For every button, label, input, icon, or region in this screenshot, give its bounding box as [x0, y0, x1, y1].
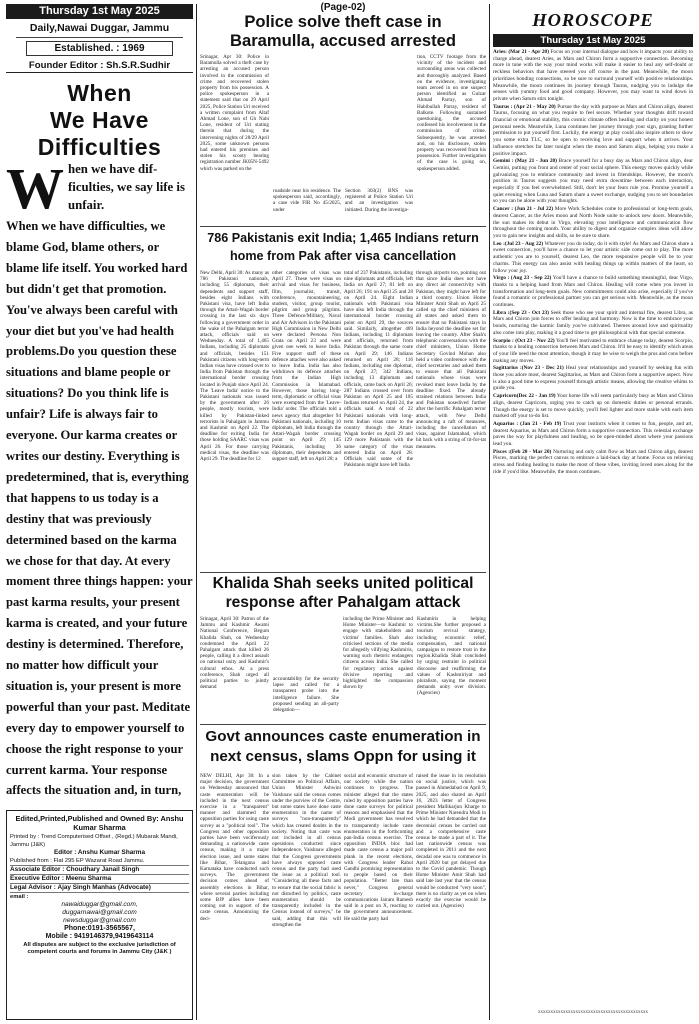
story2-col3: total of 237 Pakistanis, including nine diplomats and officials, left India on April 27; 81 left on April 26; 191 on April 25 and 28 on April 24. Eight Indian nationals with Pakistani visa have also left India through the international border crossing point on April 29, the sources said. Similarly, altogether 469 Indians, including 11 diplomats and officials, returned from Pakistan through the same route on April 29; 146 Indians returned on April 28; 116 Indians, including one diplomat, on April 27; 342 Indians, including 13 diplomats and officials, came back on April 26; 287 Indians crossed over from Pakistan on April 25 and 105 Indians returned on April 24, the officials said. A total of 22 Pakistani nationals with long-term Indian visas came to the country through the Attari-Wagah border on April 29 and 129 more Pakistanis with the same category of the visas entered India on April 28. Officials said some of the Pakistanis might have left India — [344, 270, 413, 469]
story2-col1: New Delhi, April 30: As many as 786 Pakistani nationals, including 55 diplomats, their dependents and support staff, besides eight Indians with Pakistani visa, have left India through the Attari-Wagah border crossing in the last six days following a government order in the wake of the Pahalgam terror attack, officials said on Wednesday. A total of 1,465 Indians, including 25 diplomats and officials, besides 151 Pakistani citizens with long-term Indian visas have crossed over to India from Pakistan through the international border crossing located in Punjab since April 24. The 'Leave India' notice to the Pakistani nationals was issued by the government after 26 people, mostly tourists, were killed by Pakistan-linked terrorists in Pahalgam in Jammu and Kashmir on April 22. The deadline for exiting India for those holding SAARC visas was April 26. For those carrying medical visas, the deadline was April 29. The deadline for 12 — [200, 270, 269, 463]
horoscope-sign: Capricorn(Dec 22 - Jan 19) — [493, 393, 556, 400]
horoscope-title: HOROSCOPE — [532, 10, 654, 30]
horoscope-text: Focus on your internal dialogue and how it impacts your ability to charge ahead, dearest Aries, as Mars and Chiron form a supportive connection. Becoming more in tune with the way your mind works will make it easier to heal any self-doubt or reckless behaviors that have steered you off course in the past. Meanwhile, the moon prioritizes bonding connections, so be sure to surround yourself with positive relationships. Meanwhile, the moon continues its journey through Taurus, nudging you to indulge the senses with yummy food and good company. However, you may want to wind down in private when Saturn stirs tonight. — [493, 49, 693, 102]
story2-col2: other categories of visas was April 27. These were visas on arrival and visas for business, film, journalist, transit, conference, mountaineering, student, visitor, group tourist, pilgrim and group pilgrims. Three Defence/Military, Naval and Air Advisors in the Pakistani High Commission in New Delhi were declared Persona Non Grata on April 23 and were given one week to leave India. Five support staff of these defence attaches were also asked to leave India. India has also withdrawn its defence attaches from the Indian High Commission in Islamabad. However, those having long-term, diplomatic or official visas were exempted from the 'Leave-India' order. The officials told a news agency that altogether 94 Pakistani nationals, including 10 diplomats, left India through the Attari-Wagah border crossing point on April 29; 145 Pakistanis, including 36 diplomats, their dependents and support staff, left on April 28; a — [272, 270, 341, 463]
imprint-printed-by: Printed by : Trend Computerised Offset , (Regd.) Mubarak Mandi, Jammu (J&K) — [10, 834, 178, 848]
imprint-mobile: Mobile : 9419146379,9419643114 — [45, 933, 154, 940]
horoscope-entry — [493, 49, 693, 103]
horoscope-text: You'll feel motivated to embrace change today, dearest Scorpio, thanks to a healing connection between Mars and Chiron. It'll be easy to identify which areas of your life need the most attention, though it may be wise to weigh the pros and cons before making any moves. — [493, 337, 693, 364]
horoscope-sign: Virgo : (Aug 23 - Sep 22) — [493, 275, 552, 282]
horoscope-date: Thursday 1st May 2025 — [493, 34, 693, 47]
story3-headline: Khalida Shah seeks united political response after Pahalgam attack — [212, 575, 474, 611]
story1-col2: roadside near his residence. The spokesperson said, accordingly, a case vide FIR No 45/2025, under — [273, 188, 341, 213]
imprint-email-label: email : — [10, 894, 29, 900]
horoscope-sign: Scorpio : (Oct 23 - Nov 22) — [493, 337, 555, 344]
editorial-body: When we have difficulties, we blame God, blame others, or blame life itself. You worked hard but didn't get that promotion. You've always been careful with your diet but you've had health problems.Do you question these situations and blame people or situations? Do you think life is unfair? Life is always fair to everyone. Our karma creates or writes our destiny. Everything is predetermined, that is, everything that happens to us today is a destiny that was previously determined based on the karma we chose for that day. At every moment three things happen: your past karma results, your present karma is created, and your future destiny is determined. Therefore, no matter how difficult your situation is, your present is more powerful than your past. Meditate every day to empower yourself to choose the right response to your current karma. Your response affects the situation and, in turn, — [6, 219, 193, 798]
imprint-box — [6, 810, 193, 1020]
horoscope-entry — [493, 241, 693, 275]
horoscope-text: Heal your relationships and yourself by seeking fun with those you adore most, dearest Sagittarius, as Mars and Chiron form a supportive aspect. Now is also a good time to express yourself through artistic means, allowing the creative whims to guide you. — [493, 365, 693, 392]
horoscope-end-marks: xxxxxxxxxxxxxxxxxxxxxxxxxxxxxxxxxxxxxxxxxxxx — [538, 1010, 648, 1015]
founder-label: Founder Editor : Sh.S.R.Sudhir — [28, 60, 171, 71]
imprint-editor: Editor : Anshu Kumar Sharma — [53, 849, 146, 856]
imprint-disclaimer: All disputes are subject to the exclusive jurisdiction of competent courts and forums in Jammu City (J&K ) — [23, 942, 176, 956]
story4-col3: social and economic structure of our society while the nation continues to progress. The minister alleged that the states ruled by opposition parties have done caste surveys for political reasons and emphasised that the Modi government has resolved to transparently include caste enumeration in the forthcoming pan-India census exercise. The opposition INDIA bloc had made caste census a major poll plank in the recent elections, with Congress leader Rahul Gandhi promising representation to people based on their population. "Better late than never," Congress general secretary in-charge communications Jairam Ramesh said in a post on X, reacting to the government announcement. He said the party had — [344, 773, 413, 922]
story3-photo — [273, 616, 339, 674]
horoscope-entry — [493, 104, 693, 158]
imprint-legal-advisor: Legal Advisor : Ajay Singh Manhas (Advocate) — [10, 884, 189, 893]
story2-headline: 786 Pakistanis exit India; 1,465 Indians return home from Pak after visa cancellation — [207, 231, 479, 263]
editorial — [6, 78, 193, 806]
horoscope-text: Trust your instincts when it comes to fun, people, and art, dearest Aquarius, as Mars and Chiron form a supportive connection. This celestial exchange paves the way for playfulness and healing, so be open-minded about where your passions lead you. — [493, 420, 693, 448]
editorial-title-line1: When — [67, 80, 132, 106]
masthead — [6, 4, 193, 88]
editorial-lead: hen we have dif- ficulties, we say life is unfair. — [68, 162, 185, 212]
story4-col2: sion taken by the Cabinet Committee on Political Affairs, Union Minister Ashwini Vaishnaw said the census comes under the purview of the Centre, but some states have done caste enumeration in the name of surveys "non-transparently" which has created doubts in the society. Noting that caste was not included in all census operations conducted since Independence, Vaishnaw alleged that the Congress governments have always opposed caste census and the party had used the issue as a political tool. "Considering all these facts and to ensure that the social fabric is not disturbed by politics, caste enumeration should be transparently included in the Census instead of surveys," he said, adding that this will strengthen the — [272, 773, 341, 928]
imprint-email3[interactable]: newsduggar@gmail.com — [63, 917, 136, 924]
horoscope-sign: Aquarius : (Jan 21 - Feb 19) — [493, 420, 562, 427]
story1-headline: Police solve theft case in Baramulla, accused arrested — [230, 12, 456, 50]
horoscope-text: More Work Schedules come to professional or long-term goals, dearest Cancer, as the Aries moon and North Node unite to unlock new doors. Meanwhile, the sun makes its debut in Virgo, elevating your intelligence and communication flow throughout the coming month. Your ability to digest and organize complex ideas will allow you to gain new insights and skills, so be sure to share. — [493, 206, 693, 239]
horoscope-entry — [493, 393, 693, 420]
imprint-email1[interactable]: nawaiduggar@gmail.com, — [61, 901, 138, 908]
story2-col4: through airports too, pointing out that since India does not have any direct air connectivity with Pakistan, they might have left for a third country. Union Home Minister Amit Shah on April 25 called up the chief ministers of all states and asked them to ensure that no Pakistani stays in India beyond the deadline set for leaving the country. After Shah's telephonic conversations with the chief ministers, Union Home Secretary Govind Mohan also held a video conference with the chief secretaries and asked them to ensure that all Pakistani nationals whose visas were revoked must leave India by the deadline fixed. The already strained relations between India and Pakistan nosedived further after the horrific Pahalgam terror attack, with New Delhi announcing a raft of measures, including the cancellation of visas, against Islamabad, which hit back with a string of tit-for-tat measures. — [416, 270, 486, 450]
horoscope-entry — [493, 275, 693, 309]
imprint-associate-editor: Associate Editor : Choudhary Janail Singh — [10, 866, 189, 875]
horoscope-text: You'll have a chance to build something meaningful, dear Virgo, thanks to a helping hand from Mars and Chiron. Healing will come when you invest in transformation and long-term goals. New commitments could also arise, especially if you've found a romantic or professional partner you can get serious with. Meanwhile, as the moon continues. — [493, 275, 693, 309]
horoscope-entry — [493, 158, 693, 205]
horoscope-text: Seek those who see your spirit and internal fire, dearest Libra, as Mars and Chiron join forces to offer healing and harmony. Now is the time to embrace your bonds, nurturing the karmic family you've cultivated. Themes around love and spirituality also come into play, making it a good time to get philosophical with that special someone. — [493, 309, 693, 336]
horoscope-entry — [493, 310, 693, 337]
story3-col3: including the Prime Minister and Home Minister—to Kashmir to engage with stakeholders and victims' families. Shah also criticised sections of the media for allegedly vilifying Kashmiris, warning such rhetoric endangers citizens across India. She called for regulatory action against divisive reporting and highlighted the compassion shown by — [343, 616, 413, 691]
imprint-phone: Phone:0191-3565567, — [64, 925, 135, 932]
story1-col4: tion, CCTV footage from the vicinity of the incident and surrounding areas was collected and thoroughly analyzed. Based on the evidence, investigating team zeroed in on one suspect person identified as Gulzar Ahmad Parray, son of Habibullah Parray, resident of Balkote. Following sustained questioning, the accused confessed his involvement in the commission of crime. Subsequently, he was arrested and, on his disclosure, stolen property was recovered from his possession. Further investigation of the case is going on, spokesperson added. — [417, 54, 486, 172]
horoscope-text: Brace yourself for a busy day as Mars and Chiron align, dear Gemini, putting you front and center of your social sphere. This energy moves quickly while galvanizing you to embrace community and invest in friendships. However, the moon's position in Taurus suggests you may need extra downtime between each interaction, especially if you feel overwhelmed. Still, don't let your fears rule you. Promise yourself a quiet evening when Luna and Saturn share a sweet exchange, nudging you to set boundaries so you can be alone with your thoughts. — [493, 158, 693, 205]
horoscope-text: Pursue the day with purpose as Mars and Chiron align, dearest Taurus, focusing on what you require to feel secure. Whether your thoughts drift toward financial or emotional stability, this cosmic climate offers healing and clarity on your honest personal needs. Meanwhile, Luna continues her journey through your sign, granting further permission to put yourself first. Luckily, the energy at play could also inspire others to show you some extra TLC, so be open to receiving love and support when it arrives. Your influence stretches far later tonight when the moon and Saturn align, helping you make a positive impact. — [493, 103, 693, 157]
horoscope-sign: Taurus : (Apr 21 - May 20) — [493, 103, 556, 110]
horoscope-sign: Pisces :(Feb 20 - Mar 20) — [493, 448, 552, 455]
horoscope-sign: Leo :(Jul 23 - Aug 22) — [493, 240, 544, 247]
story1-col3: Section 303(2) BNS was registered at Police Station Uri and an investigation was initiated. During the investiga- — [345, 188, 413, 213]
horoscope-sign: Libra :(Sep 23 - Oct 23) — [493, 309, 549, 316]
horoscope-text: Whatever you do today, do it with style! As Mars and Chiron share a sweet connection, you'll have a chance to let your artistic side come out to play. The more authentic you are to yourself, dearest Leo, the more responsive people will be to your charms. This energy can also assist with healing things up within matters of the heart, so follow your joy. — [493, 240, 693, 274]
editorial-drop-cap: W — [6, 156, 64, 221]
paper-name: Daily,Nawai Duggar, Jammu — [29, 22, 170, 34]
horoscope-entry — [493, 338, 693, 365]
story3-col4: Kashmiris in helping victims.She further proposed a tourism revival strategy, including economic relief, compensation, and national campaigns to restore trust in the region.Khalida Shah concluded by urging restraint in political discourse and reaffirming the values of Kashmiriyat and pluralism, saying the moment demands unity over division. (Agencies) — [417, 616, 486, 697]
story1-col1: Srinagar, Apr 30: Police in Baramulla solved a theft case by arresting an accused person involved in the commission of crime and recovered stolen property from his possession. A police spokesperson in a statement said that on 29 April 2025, Police Station Uri received a written complaint from Altaf Ahmad Lone, son of Gh Nabi Lone, resident of Uri stating therein that during the intervening nights of 28/29 April 2025, some unknown persons had entered his premises and stolen his scooty bearing registration number JK05N-5492 which was parked on the — [200, 54, 269, 172]
imprint-published-from: Published from : Flat 295 EP Wazarat Road Jammu. — [10, 857, 189, 866]
story3-col1: Srinagar, April 30: Patron of the Jammu and Kashmir Awami National Conference, Begum Khalida Shah, on Wednesday condemned the April 22 Pahalgam attack that killed 26 people, calling it a direct assault on national unity and Kashmir's cultural ethos. At a press conference, Shah urged all political parties to jointly demand — [200, 616, 269, 691]
page-label: (Page-02) — [320, 2, 366, 13]
masthead-date: Thursday 1st May 2025 — [6, 4, 193, 19]
imprint-email2[interactable]: duggarnawai@gmail.com — [62, 909, 137, 916]
imprint-executive-editor: Executive Editor : Meenu Sharma — [10, 875, 189, 884]
horoscope-entry — [493, 206, 693, 240]
horoscope-sign: Sagittarius :(Nov 23 - Dec 21) — [493, 365, 564, 372]
story3-col2: accountability for the security lapse and called for a transparent probe into the intelligence failure. She proposed sending an all-party delegation— — [273, 676, 339, 714]
horoscope-text: Your home life will seem particularly busy as Mars and Chiron align, dearest Capricorn, urging you to catch up on domestic duties or personal errands. Though the energy is set to move quickly, you'll feel lighter and more stable with each item marked off your to-do list. — [493, 393, 693, 420]
imprint-heading: Edited,Printed,Published and Owned By: Anshu Kumar Sharma — [15, 814, 184, 832]
story4-col1: NEW DELHI, Apr 30: In a major decision, the government on Wednesday announced that caste enumeration will be included in the next census exercise in a "transparent" manner and slammed the opposition parties for using caste survey as a "political tool". The Congress and other opposition parties have been vociferously demanding a nationwide caste census, making it a major election issue, and some states like Bihar, Telangana and Karnataka have conducted such surveys. The government decision comes ahead of assembly elections in Bihar, where several parties including some BJP allies have been coming out in support of the caste census. Announcing the deci- — [200, 773, 269, 922]
horoscope-text: Nurturing and only calm flow as Mars and Chiron align, dearest Pisces, marking the perfect canvas to embrace a laid-back day at home. Focus on relieving stress and finding healing to make the most of these vibes, inviting loved ones along for the ride if you'd like. Meanwhile, the moon continues. — [493, 448, 693, 475]
story1-photo — [273, 54, 413, 188]
story4-headline: Govt announces caste enumeration in next census, slams Oppn for using it — [205, 728, 481, 765]
story4-col4: raised the issue in its resolution on social justice, which was passed in Ahmedabad on April 9, 2025, and also shared an April 16, 2023 letter of Congress president Mallikarjun Kharge to Prime Minister Narendra Modi in which he had demanded that the decennial census be carried out and a comprehensive caste census be made a part of it. The last nationwide census was completed in 2011 and the next decadal one was to commence in April 2020 but got delayed due to the Covid pandemic. Though Home Minister Amit Shah had said late last year that the census would be conducted "very soon", there is no clarity as yet on when exactly the exercise would be carried out. (Agencies) — [416, 773, 486, 910]
horoscope-entry — [493, 365, 693, 392]
editorial-title-line3: Difficulties — [37, 134, 162, 160]
horoscope-sign: Aries: (Mar 21 - Apr 20) — [493, 49, 549, 55]
horoscope-sign: Cancer : (Jun 21 - Jul 22) — [493, 206, 554, 213]
editorial-title-line2: We Have — [50, 107, 149, 133]
established-label: Established. : 1969 — [26, 41, 173, 56]
horoscope-list — [493, 49, 693, 1011]
editorial-title — [6, 80, 193, 161]
horoscope-sign: Gemini : (May 21 - Jun 20) — [493, 158, 557, 165]
horoscope-entry — [493, 449, 693, 476]
horoscope-entry — [493, 421, 693, 448]
